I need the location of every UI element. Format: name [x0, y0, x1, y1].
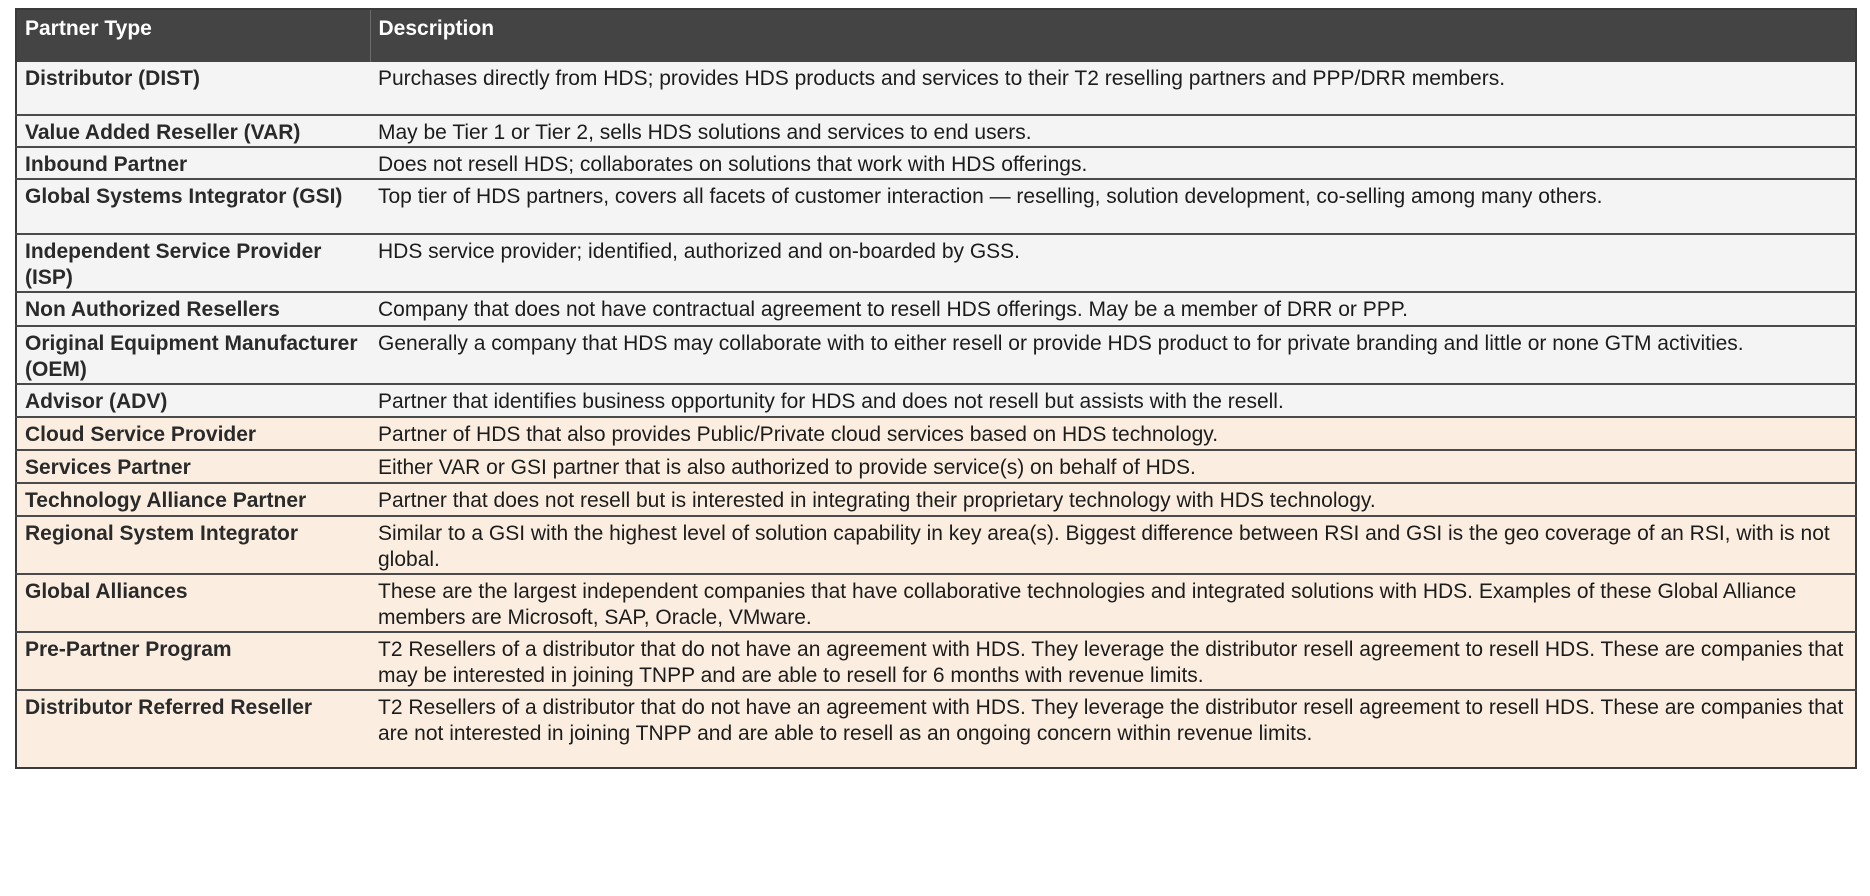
table-row [16, 234, 1856, 292]
partner-type-cell: Global Systems Integrator (GSI) [16, 179, 370, 234]
description-cell: Purchases directly from HDS; provides HDS products and services to their T2 reselling partners and PPP/DRR members. [370, 62, 1856, 115]
table-row [16, 574, 1856, 632]
table-row [16, 483, 1856, 516]
partner-type-cell: Advisor (ADV) [16, 384, 370, 417]
partner-type-cell: Regional System Integrator [16, 516, 370, 574]
description-cell: Partner that identifies business opportunity for HDS and does not resell but assists with the resell. [370, 384, 1856, 417]
partner-type-cell: Non Authorized Resellers [16, 292, 370, 326]
table-row [16, 326, 1856, 384]
partner-type-cell: Original Equipment Manufacturer (OEM) [16, 326, 370, 384]
description-cell: Partner of HDS that also provides Public/Private cloud services based on HDS technology. [370, 417, 1856, 450]
table-row [16, 690, 1856, 768]
description-cell: These are the largest independent companies that have collaborative technologies and integrated solutions with HDS. Examples of these Global Alliance members are Microsoft, SAP, Oracle, VMware. [370, 574, 1856, 632]
description-cell: Generally a company that HDS may collaborate with to either resell or provide HDS product to for private branding and little or none GTM activities. [370, 326, 1856, 384]
table-row [16, 147, 1856, 179]
table-row [16, 115, 1856, 147]
table-row [16, 417, 1856, 450]
partner-type-cell: Distributor Referred Reseller [16, 690, 370, 768]
description-cell: T2 Resellers of a distributor that do not have an agreement with HDS. They leverage the distributor resell agreement to resell HDS. These are companies that are not interested in joining TNPP and are able to resell as an ongoing concern within revenue limits. [370, 690, 1856, 768]
partner-type-cell: Inbound Partner [16, 147, 370, 179]
description-cell: Similar to a GSI with the highest level of solution capability in key area(s). Biggest difference between RSI and GSI is the geo coverage of an RSI, with is not global. [370, 516, 1856, 574]
table-row [16, 450, 1856, 483]
table-row [16, 179, 1856, 234]
description-cell: Company that does not have contractual agreement to resell HDS offerings. May be a member of DRR or PPP. [370, 292, 1856, 326]
description-cell: HDS service provider; identified, authorized and on-boarded by GSS. [370, 234, 1856, 292]
description-cell: Either VAR or GSI partner that is also authorized to provide service(s) on behalf of HDS. [370, 450, 1856, 483]
header-partner-type: Partner Type [16, 9, 370, 62]
table-header [16, 9, 1856, 62]
description-cell: May be Tier 1 or Tier 2, sells HDS solutions and services to end users. [370, 115, 1856, 147]
header-description: Description [370, 9, 1856, 62]
table-row [16, 632, 1856, 690]
table-row [16, 62, 1856, 115]
description-cell: Does not resell HDS; collaborates on solutions that work with HDS offerings. [370, 147, 1856, 179]
table-row [16, 516, 1856, 574]
partner-type-cell: Distributor (DIST) [16, 62, 370, 115]
table-row [16, 292, 1856, 326]
partner-type-cell: Global Alliances [16, 574, 370, 632]
partner-type-cell: Services Partner [16, 450, 370, 483]
description-cell: Partner that does not resell but is interested in integrating their proprietary technology with HDS technology. [370, 483, 1856, 516]
table-row [16, 384, 1856, 417]
partner-type-cell: Value Added Reseller (VAR) [16, 115, 370, 147]
partner-type-cell: Independent Service Provider (ISP) [16, 234, 370, 292]
header-row [16, 9, 1856, 62]
table-body [16, 62, 1856, 768]
partner-type-cell: Cloud Service Provider [16, 417, 370, 450]
description-cell: Top tier of HDS partners, covers all facets of customer interaction — reselling, solution development, co-selling among many others. [370, 179, 1856, 234]
description-cell: T2 Resellers of a distributor that do not have an agreement with HDS. They leverage the distributor resell agreement to resell HDS. These are companies that may be interested in joining TNPP and are able to resell for 6 months with revenue limits. [370, 632, 1856, 690]
partner-type-cell: Pre-Partner Program [16, 632, 370, 690]
partner-types-table [15, 8, 1857, 769]
partner-type-cell: Technology Alliance Partner [16, 483, 370, 516]
